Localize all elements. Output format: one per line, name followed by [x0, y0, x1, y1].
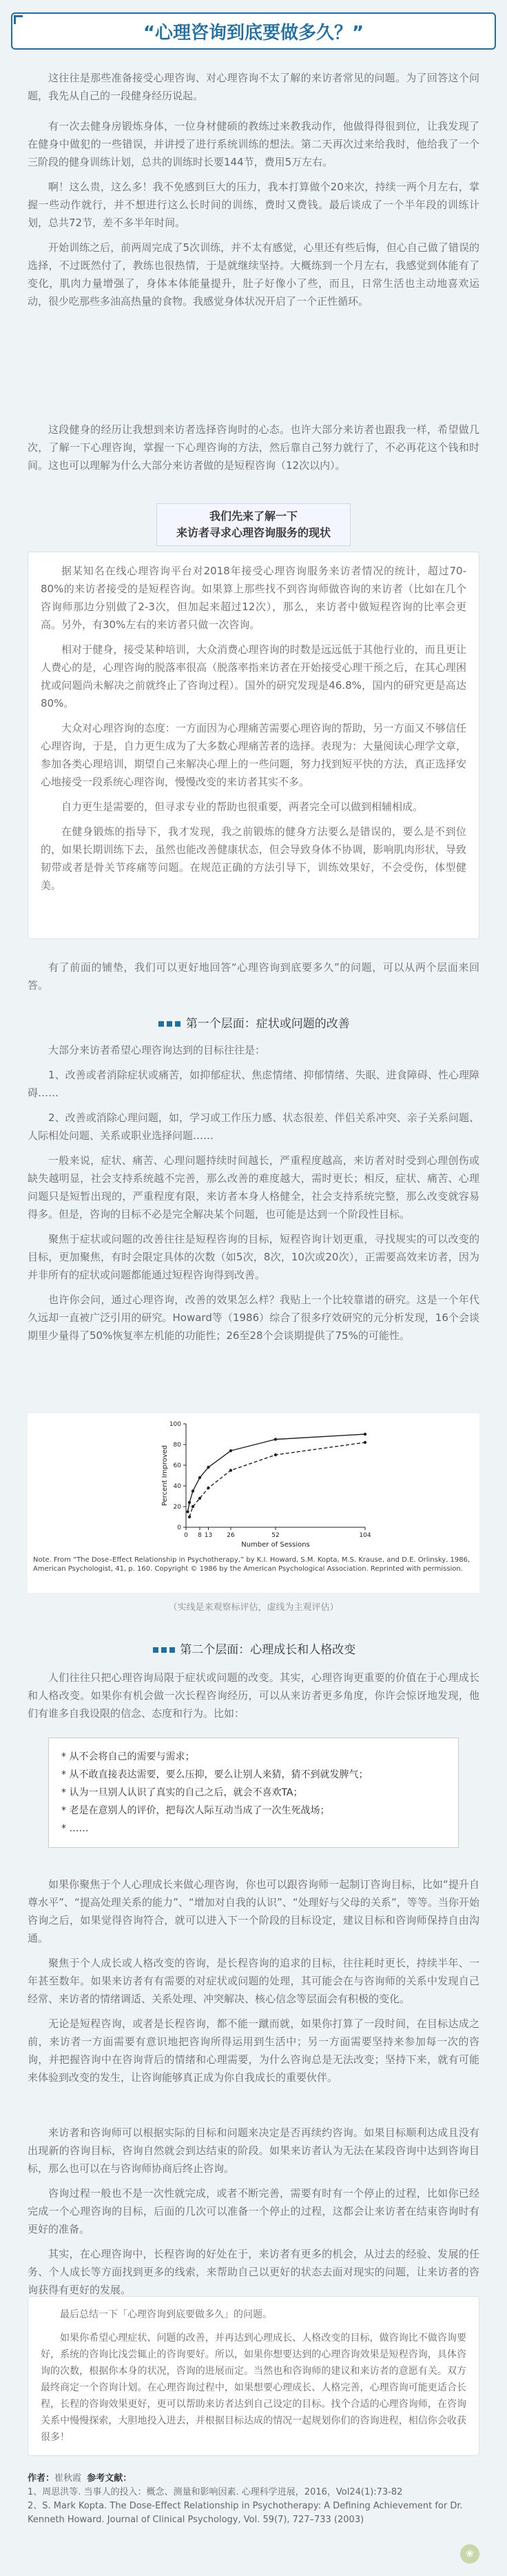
y-tick-label: 20	[173, 1504, 181, 1511]
status-paragraph: 相对于健身，接受某种培训，大众消费心理咨询的时数是远远低于其他行业的，而且更让人费心的是，心理咨询的脱落率很高（脱落率指来访者在开始接受心理干预之后，在其心理困扰或问题尚未解决之前就终止了咨询过程）。国外的研究发现是46.8%，国内的研究更是高达80%。	[41, 643, 466, 710]
intro-paragraph: 这往往是那些准备接受心理咨询、对心理咨询不太了解的来访者常见的问题。为了回答这个问题，我先从自己的一段健身经历说起。	[28, 72, 479, 102]
corner-mark-icon	[14, 15, 23, 24]
status-body	[28, 552, 479, 911]
x-tick-label: 0	[184, 1532, 188, 1539]
data-point	[274, 1438, 277, 1440]
data-point	[229, 1449, 232, 1452]
data-point	[198, 1497, 201, 1500]
belief-item: * ……	[61, 1823, 89, 1834]
refs-label: 参考文献：	[87, 2473, 132, 2484]
reference-item: 1、周思洪等. 当事人的投入：概念、测量和影响因素. 心理科学进展，2016，Vol24(1):73-82	[28, 2487, 403, 2497]
story-paragraph: 有一次去健身房锻炼身体，一位身材健硕的教练过来教我动作，他做得得很到位，让我发现了在健身中做犯的一些错误，并讲授了进行系统训练的想法。第二天再次过来给我时，他给我了一个三阶段的健身训练计划，总共的训练时长要144节，费用5万左右。	[28, 120, 479, 168]
data-point	[229, 1469, 232, 1471]
long-term-paragraph: 咨询过程一般也不是一次性就完成，或者不断完善，需要有时有一个停止的过程，比如你已经完成一个心理咨询的目标，后面的几次可以准备一个停止的过程，这都会让来访者在结束咨询时有更好的准备。	[28, 2187, 479, 2235]
section1-paragraph: 一般来说，症状、痛苦、心理问题持续时间越长，严重程度越高，来访者对时受到心理创伤或缺失越明显，社会支持系统越不完善，那么改善的难度越大，需时更长；相反，症状、痛苦、心理问题只是短暂出现的，严重程度有限，来访者本身人格健全，社会支持系统完整，那么改变就容易得多。但是，咨询的目标不必是完全解决某个问题，也可能是达到一个阶段性目标。	[28, 1154, 479, 1220]
conclusion-paragraph: 如果你希望心理症状、问题的改善，并再达到心理成长、人格改变的目标，做咨询比不做咨询要好，系统的咨询比浅尝辄止的咨询要好。所以，如果你想要达到的心理咨询效果是短程咨询，具体咨询的次数，根据你本身的状况，咨询的进展而定。当然也和咨询师的建议和来访者的意愿有关。双方最终商定一个咨询计划。在心理咨询过程中，如果想要心理成长、人格完善，心理咨询可能更适合长程，长程的咨询效果更好，更可以帮助来访者达到自己设定的目标。找个合适的心理咨询师，在咨询关系中慢慢探索，大胆地投入进去，并根据目标达成的情况一起规划你们的咨询进程，相信你会收获很多！	[41, 2333, 466, 2443]
data-point	[198, 1476, 201, 1479]
section1-body	[28, 1041, 479, 1351]
conclusion-card	[28, 2296, 479, 2456]
section1-paragraph: 也许你会问，通过心理咨询，改善的效果怎么样？我贴上一个比较靠谱的研究。这是一个年代久远却一直被广泛引用的研究。Howard等（1986）综合了很多疗效研究的元分析发现，16个会谈期里少量得了50%恢复率左机能的功能性；26至28个会谈期提供了75%的可能性。	[28, 1294, 479, 1342]
x-tick-label: 26	[227, 1532, 235, 1539]
y-tick-label: 60	[173, 1462, 181, 1469]
title-banner	[11, 12, 496, 50]
chart-svg	[28, 1413, 479, 1551]
highlight-line-1: 我们先来了解一下	[209, 510, 298, 523]
chart-caption: （实线是来观察标评估，虚线为主观评估）	[168, 1602, 339, 1613]
data-point	[192, 1505, 194, 1508]
long-term-body	[28, 2124, 479, 2306]
dose-effect-chart	[28, 1413, 479, 1593]
data-point	[207, 1466, 209, 1469]
x-tick-label: 8	[198, 1532, 202, 1539]
square-icon	[161, 1647, 167, 1653]
x-tick-label: 104	[359, 1532, 371, 1539]
belief-item: * 从不会将自己的需要与需求；	[61, 1751, 195, 1762]
y-tick-label: 80	[173, 1442, 181, 1449]
belief-list	[48, 1738, 459, 1848]
status-highlight	[0, 503, 507, 546]
status-paragraph: 据某知名在线心理咨询平台对2018年接受心理咨询服务来访者情况的统计，超过70-80%的来访者接受的是短程咨询。如果算上那些找不到咨询师做咨询的来访者（比如在几个咨询师那边分别做了2-3次，但加起来超过12次），那么，来访者中做短程咨询的比率会更高。另外，有30%左右的来访者只做一次咨询。	[41, 565, 466, 631]
belief-item: * 认为一旦别人认识了真实的自己之后，就会不喜欢TA；	[61, 1787, 303, 1798]
data-point	[274, 1453, 277, 1456]
data-point	[188, 1501, 191, 1504]
status-paragraph: 大众对心理咨询的态度：一方面因为心理痛苦需要心理咨询的帮助，另一方面又不够信任心理咨询，于是，自力更生成为了大多数心理痛苦者的选择。表现为：大量阅读心理学文章，参加各类心理培训，期望自己来解决心理上的一些问题，努力找到短平快的方法，真正选择安心地接受一段系统心理咨询，慢慢改变的来访者其实不多。	[41, 722, 466, 788]
belief-item: * 老是在意别人的评价，把每次人际互动当成了一次生死战场；	[61, 1805, 330, 1816]
data-point	[207, 1487, 209, 1489]
section2-body	[28, 1875, 479, 2093]
status-card	[28, 552, 479, 939]
series-line	[189, 1442, 365, 1517]
square-icon	[167, 1021, 172, 1027]
y-tick-label: 40	[173, 1483, 181, 1490]
chart-note: Note. From “The Dose–Effect Relationship in Psychotherapy,” by K.I. Howard, S.M. Kopta, M.S. Krause, and D.E. Orlinsky, 1986, American Psychologist, 41, p. 160. Copyright © 1986 by the American Psychological Association. Reprinted with permission.	[33, 1556, 470, 1573]
leaf-icon: ❀	[460, 2544, 479, 2564]
y-tick-label: 0	[177, 1525, 181, 1531]
highlight-line-2: 来访者寻求心理咨询服务的现状	[176, 526, 331, 539]
status-paragraph: 自力更生是需要的，但寻求专业的帮助也很重要，两者完全可以做到相辅相成。	[61, 801, 424, 813]
data-point	[192, 1489, 194, 1492]
section2-paragraph: 如果你聚焦于个人心理成长来做心理咨询，你也可以跟咨询师一起制订咨询目标，比如“提升自尊水平”、“提高处理关系的能力”、“增加对自我的认识”、“处理好与父母的关系”，等等。当你开始咨询之后，如果觉得咨询符合，就可以进入下一个阶段的目标设定，建议目标和咨询师保持自由沟通。	[28, 1878, 479, 1944]
article-footer	[28, 2472, 479, 2527]
author-name: 崔秋霞	[54, 2473, 82, 2484]
reference-item: 2、S. Mark Kopta. The Dose-Effect Relationship in Psychotherapy: A Defining Achievement for Dr. Kenneth Howard. Journal of Clinical Psychology, Vol. 59(7), 727–733 (2003)	[28, 2501, 463, 2525]
data-point	[364, 1433, 366, 1436]
y-tick-label: 100	[169, 1421, 181, 1428]
y-axis-label: Percent Improved	[161, 1445, 169, 1507]
long-term-paragraph: 其实，在心理咨询中，长程咨询的好处在于，来访者有更多的机会，从过去的经验、发展的任务、个人成长等方面找到更多的线索，来帮助自己以更好的状态去面对现实的问题，让来访者的咨询获得有更好的发展。	[28, 2248, 479, 2296]
section1-heading: 第一个层面：症状或问题的改善	[0, 1014, 507, 1031]
section2-paragraph: 无论是短程咨询，或者是长程咨询，都不能一蹴而就，如果你打算了一段时间，在目标达成之前，来访者一方面需要有意识地把咨询所得运用到生活中；另一方面需要坚持来参加每一次的咨询，并把握咨询中在咨询背后的情绪和心理需要，为什么咨询总是无法改变；坚持下来，就有可能来体验到改变的发生，让咨询能够真正成为你自我成长的重要伙伴。	[28, 2017, 479, 2084]
square-icon	[158, 1021, 164, 1027]
status-paragraph: 在健身锻炼的指导下，我才发现，我之前锻炼的健身方法要么是错误的，要么是不到位的，如果长期训练下去，虽然也能改善健康状态，但会导致身体不协调，影响肌肉形状，导致韧带或者是骨关节疼痛等问题。在规范正确的方法引导下，训练效果好，不会受伤，体型健美。	[41, 825, 466, 892]
conclusion-body	[28, 2297, 479, 2462]
square-icon	[153, 1647, 158, 1653]
square-icon	[175, 1021, 180, 1027]
story-section	[28, 117, 479, 317]
transition-paragraph: 这段健身的经历让我想到来访者选择咨询时的心态。也许大部分来访者也跟我一样，希望做几次，了解一下心理咨询，掌握一下心理咨询的方法，然后靠自己努力就行了，不必再花这个钱和时间。这也可以理解为什么大部分来访者做的是短程咨询（12次以内）。	[28, 423, 479, 472]
section1-paragraph: 聚焦于症状或问题的改善往往是短程咨询的目标，短程咨询计划更重，寻找规实的可以改变的目标，更加聚焦，有时会限定具体的次数（如5次，8次，10次或20次），正需要高效来访者，因为并非所有的症状或问题都能通过短程咨询得到改善。	[28, 1233, 479, 1281]
series-line	[188, 1434, 366, 1512]
section2-intro: 人们往往只把心理咨询局限于症状或问题的改变。其实，心理咨询更重要的价值在于心理成长和人格改变。如果你有机会做一次长程咨询经历，可以从来访者更多角度，你许会惊讶地发现，他们有谁多自我设限的信念、态度和行为。比如：	[28, 1671, 479, 1720]
data-point	[364, 1441, 366, 1444]
author-line	[28, 2472, 479, 2486]
square-icon	[169, 1647, 175, 1653]
data-point	[186, 1510, 189, 1513]
x-axis-label: Number of Sessions	[241, 1541, 310, 1549]
conclusion-paragraph: 最后总结一下「心理咨询到底要做多久」的问题。	[60, 2309, 272, 2320]
x-tick-label: 13	[204, 1532, 213, 1539]
page-title: “心理咨询到底要做多久？”	[143, 22, 364, 43]
story-paragraph: 啊！这么贵，这么多！我不免感到巨大的压力，我本打算做个20来次，持续一两个月左右，掌握一些动作就行，并不想进行这么长时间的训练，费时又费钱。最后谈成了一个半年段的训练计划，总共72节，差不多半年时间。	[28, 181, 479, 229]
section1-paragraph: 2、改善或消除心理问题，如，学习或工作压力感、状态很差、伴侣关系冲突、亲子关系问题、人际相处问题、关系或职业选择问题……	[28, 1111, 479, 1142]
story-paragraph: 开始训练之后，前两周完成了5次训练，并不太有感觉，心里还有些后悔，但心自己做了错误的选择，不过既然付了，教练也很热情，于是就继续坚持。大概练到一个月左右，我感觉到体能有了变化，肌肉力量增强了，身体本体能量提升，肚子好像小了些，而且，日常生活也主动地喜欢运动，很少吃那些多油高热量的食物。我感觉身体状况开启了一个正性循环。	[28, 241, 479, 308]
section1-paragraph: 大部分来访者希望心理咨询达到的目标往往是：	[48, 1044, 266, 1056]
data-point	[188, 1516, 191, 1518]
author-label: 作者：	[28, 2473, 55, 2484]
section2-heading: 第二个层面：心理成长和人格改变	[0, 1640, 507, 1657]
x-tick-label: 52	[271, 1532, 280, 1539]
section2-paragraph: 聚焦于个人成长或人格改变的咨询，是长程咨询的追求的目标，往往耗时更长，持续半年、一年甚至数年。如果来访者有有需要的对症状或问题的处理，其可能会在与咨询师的关系中发现自己经常、来访者的情绪调适、关系处理、冲突解决、核心信念等层面会有积极的变化。	[28, 1957, 479, 2005]
belief-item: * 从不敢直接表达需要，要么压抑，要么让别人来猜，猜不到就发脾气；	[61, 1769, 369, 1780]
long-term-paragraph: 来访者和咨询师可以根据实际的目标和问题来决定是否再续约咨询。如果目标顺利达成且没有出现新的咨询目标，咨询自然就会到达结束的阶段。如果来访者认为无法在某段咨询中达到咨询目标，那么也可以在与咨询师协商后终止咨询。	[28, 2126, 479, 2175]
after-status-paragraph: 有了前面的铺垫，我们可以更好地回答“心理咨询到底要多久”的问题，可以从两个层面来回答。	[28, 961, 479, 992]
section1-paragraph: 1、改善或者消除症状或痛苦，如抑郁症状、焦虑情绪、抑郁情绪、失眠、进食障碍、性心理障碍……	[28, 1069, 479, 1099]
